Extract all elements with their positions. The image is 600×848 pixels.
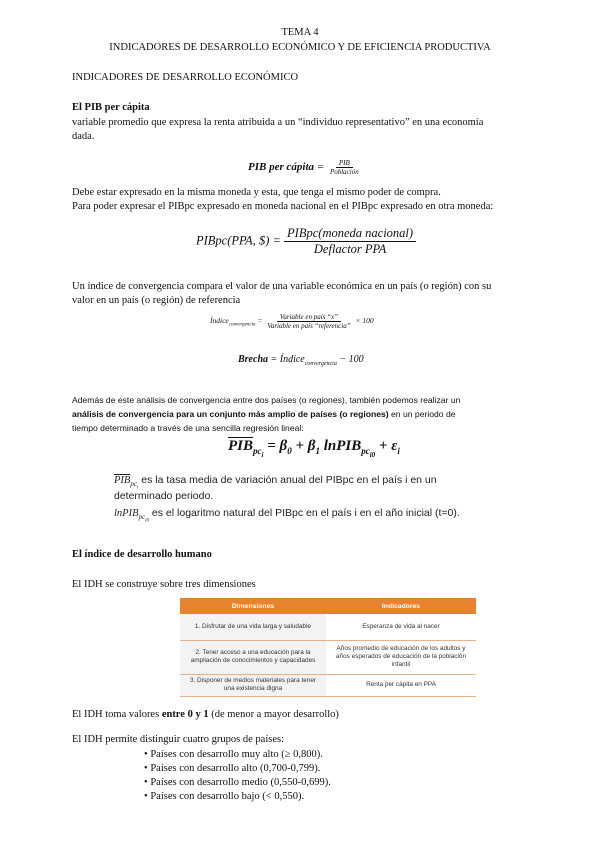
idh-title: El índice de desarrollo humano [72, 549, 212, 560]
table-row [180, 640, 476, 674]
regression-text-1: Además de este análisis de convergencia entre dos países (o regiones), también podemos realizar un [72, 395, 461, 405]
idh-values-post: (de menor a mayor desarrollo) [208, 709, 339, 720]
formula1-num: PIB [336, 159, 353, 168]
regression-text-2 [72, 407, 532, 421]
currency-text-1: Debe estar expresado en la misma moneda y esta, que tenga el mismo poder de compra. [72, 187, 441, 198]
formula4-lhs: Brecha [238, 354, 268, 365]
pib-title: El PIB per cápita [72, 102, 150, 113]
regression-bold: análisis de convergencia para un conjunto más amplio de países (o regiones) [72, 409, 389, 419]
definition-logaritmo: lnPIB$_{pc_{i0}}$ es el logaritmo natural del PIBpc en el país i en el año inicial (t=0). [114, 507, 460, 524]
idh-groups-intro: El IDH permite distinguir cuatro grupos de países: [72, 734, 284, 745]
convergence-text-1: Un índice de convergencia compara el valor de una variable económica en un país (o región) con su [72, 281, 492, 292]
formula-indice-convergencia: Índice$_{convergencia}$ = $\frac{\text{Variable en país “x”}}{\text{Variable en país “referencia”}}$ × 100 [210, 313, 374, 330]
pib-definition-1: variable promedio que expresa la renta atribuida a un “individuo representativo” en una economía [72, 117, 484, 128]
formula3-den: Variable en país “referencia” [267, 322, 351, 330]
table-cell: 2. Tener acceso a una educación para la ampliación de conocimientos y capacidades [180, 640, 326, 674]
definition-tasa-text: es la tasa media de variación anual del PIBpc en el país i en un [141, 474, 437, 486]
definition-logaritmo-text: es el logaritmo natural del PIBpc en el país i en el año inicial (t=0). [151, 507, 460, 519]
formula3-mult: × 100 [355, 316, 374, 326]
idh-values-bold: entre 0 y 1 [161, 709, 209, 720]
formula4-sub: convergencia [304, 361, 337, 367]
formula-pib-per-capita: PIB per cápita = $\frac{\text{PIB}}{\text{Población}}$ [248, 159, 362, 176]
pib-definition-2: dada. [72, 131, 95, 142]
formula-brecha: Brecha = Índice$_{convergencia}$ − 100 [238, 354, 364, 367]
currency-text-2: Para poder expresar el PIBpc expresado en moneda nacional en el PIBpc expresado en otra moneda: [72, 201, 494, 212]
table-cell: 3. Disponer de medios materiales para tener una existencia digna [180, 674, 326, 696]
definition-tasa: $\overline{PIB}_{pc_i}$ es la tasa media de variación anual del PIBpc en el país i en un [114, 474, 437, 491]
convergence-text-2: valor en un país (o región) de referencia [72, 295, 241, 306]
definition-tasa-2: determinado periodo. [114, 490, 214, 502]
formula2-lhs: PIBpc(PPA, $) [196, 233, 270, 248]
formula1-lhs: PIB per cápita [248, 161, 314, 174]
formula3-lhs: Índice [210, 316, 229, 326]
idh-values-pre: El IDH toma valores [72, 709, 162, 720]
formula2-num: PIBpc(moneda nacional) [284, 226, 416, 242]
table-cell: 1. Disfrutar de una vida larga y saludable [180, 614, 326, 640]
section-heading: INDICADORES DE DESARROLLO ECONÓMICO [72, 72, 299, 83]
table-header-dimensiones: Dimensiones [180, 598, 326, 614]
regression-text-3: tiempo determinado a través de una sencilla regresión lineal: [72, 423, 304, 433]
formula4-rhs: Índice [279, 354, 305, 365]
document-title: INDICADORES DE DESARROLLO ECONÓMICO Y DE EFICIENCIA PRODUCTIVA [109, 42, 491, 53]
list-item: • Países con desarrollo medio (0,550-0,699). [144, 776, 331, 790]
table-cell: Años promedio de educación de los adultos y años esperados de educación de la población infantil [326, 640, 476, 674]
table-row [180, 674, 476, 696]
formula-pibpc-ppa: PIBpc(PPA, $) = $\frac{\text{PIBpc(moneda nacional)}}{\text{Deflactor PPA}}$ [196, 226, 416, 257]
tema-label: TEMA 4 [281, 27, 319, 38]
table-row [180, 614, 476, 640]
idh-intro: El IDH se construye sobre tres dimensiones [72, 579, 256, 590]
list-item: • Países con desarrollo alto (0,700-0,799). [144, 762, 331, 776]
table-header-indicadores: Indicadores [326, 598, 476, 614]
formula3-sub: convergencia [228, 322, 256, 328]
formula1-den: Población [329, 168, 359, 176]
formula-regression: $\overline{PIB}_{pc_i} = \beta_0 + \beta_1$ lnPIB$_{pc_{i0}}$ + $\varepsilon_i$ [228, 438, 400, 459]
idh-table [180, 598, 476, 697]
formula3-num: Variable en país “x” [277, 313, 341, 322]
formula4-tail: − 100 [339, 354, 364, 365]
idh-groups-list [144, 748, 331, 804]
list-item: • Países con desarrollo muy alto (≥ 0,800). [144, 748, 331, 762]
formula2-den: Deflactor PPA [313, 242, 387, 256]
table-cell: Esperanza de vida al nacer [326, 614, 476, 640]
list-item: • Países con desarrollo bajo (< 0,550). [144, 790, 331, 804]
idh-values-text [72, 708, 339, 722]
table-cell: Renta per cápita en PPA [326, 674, 476, 696]
regression-rest: en un periodo de [388, 409, 456, 419]
